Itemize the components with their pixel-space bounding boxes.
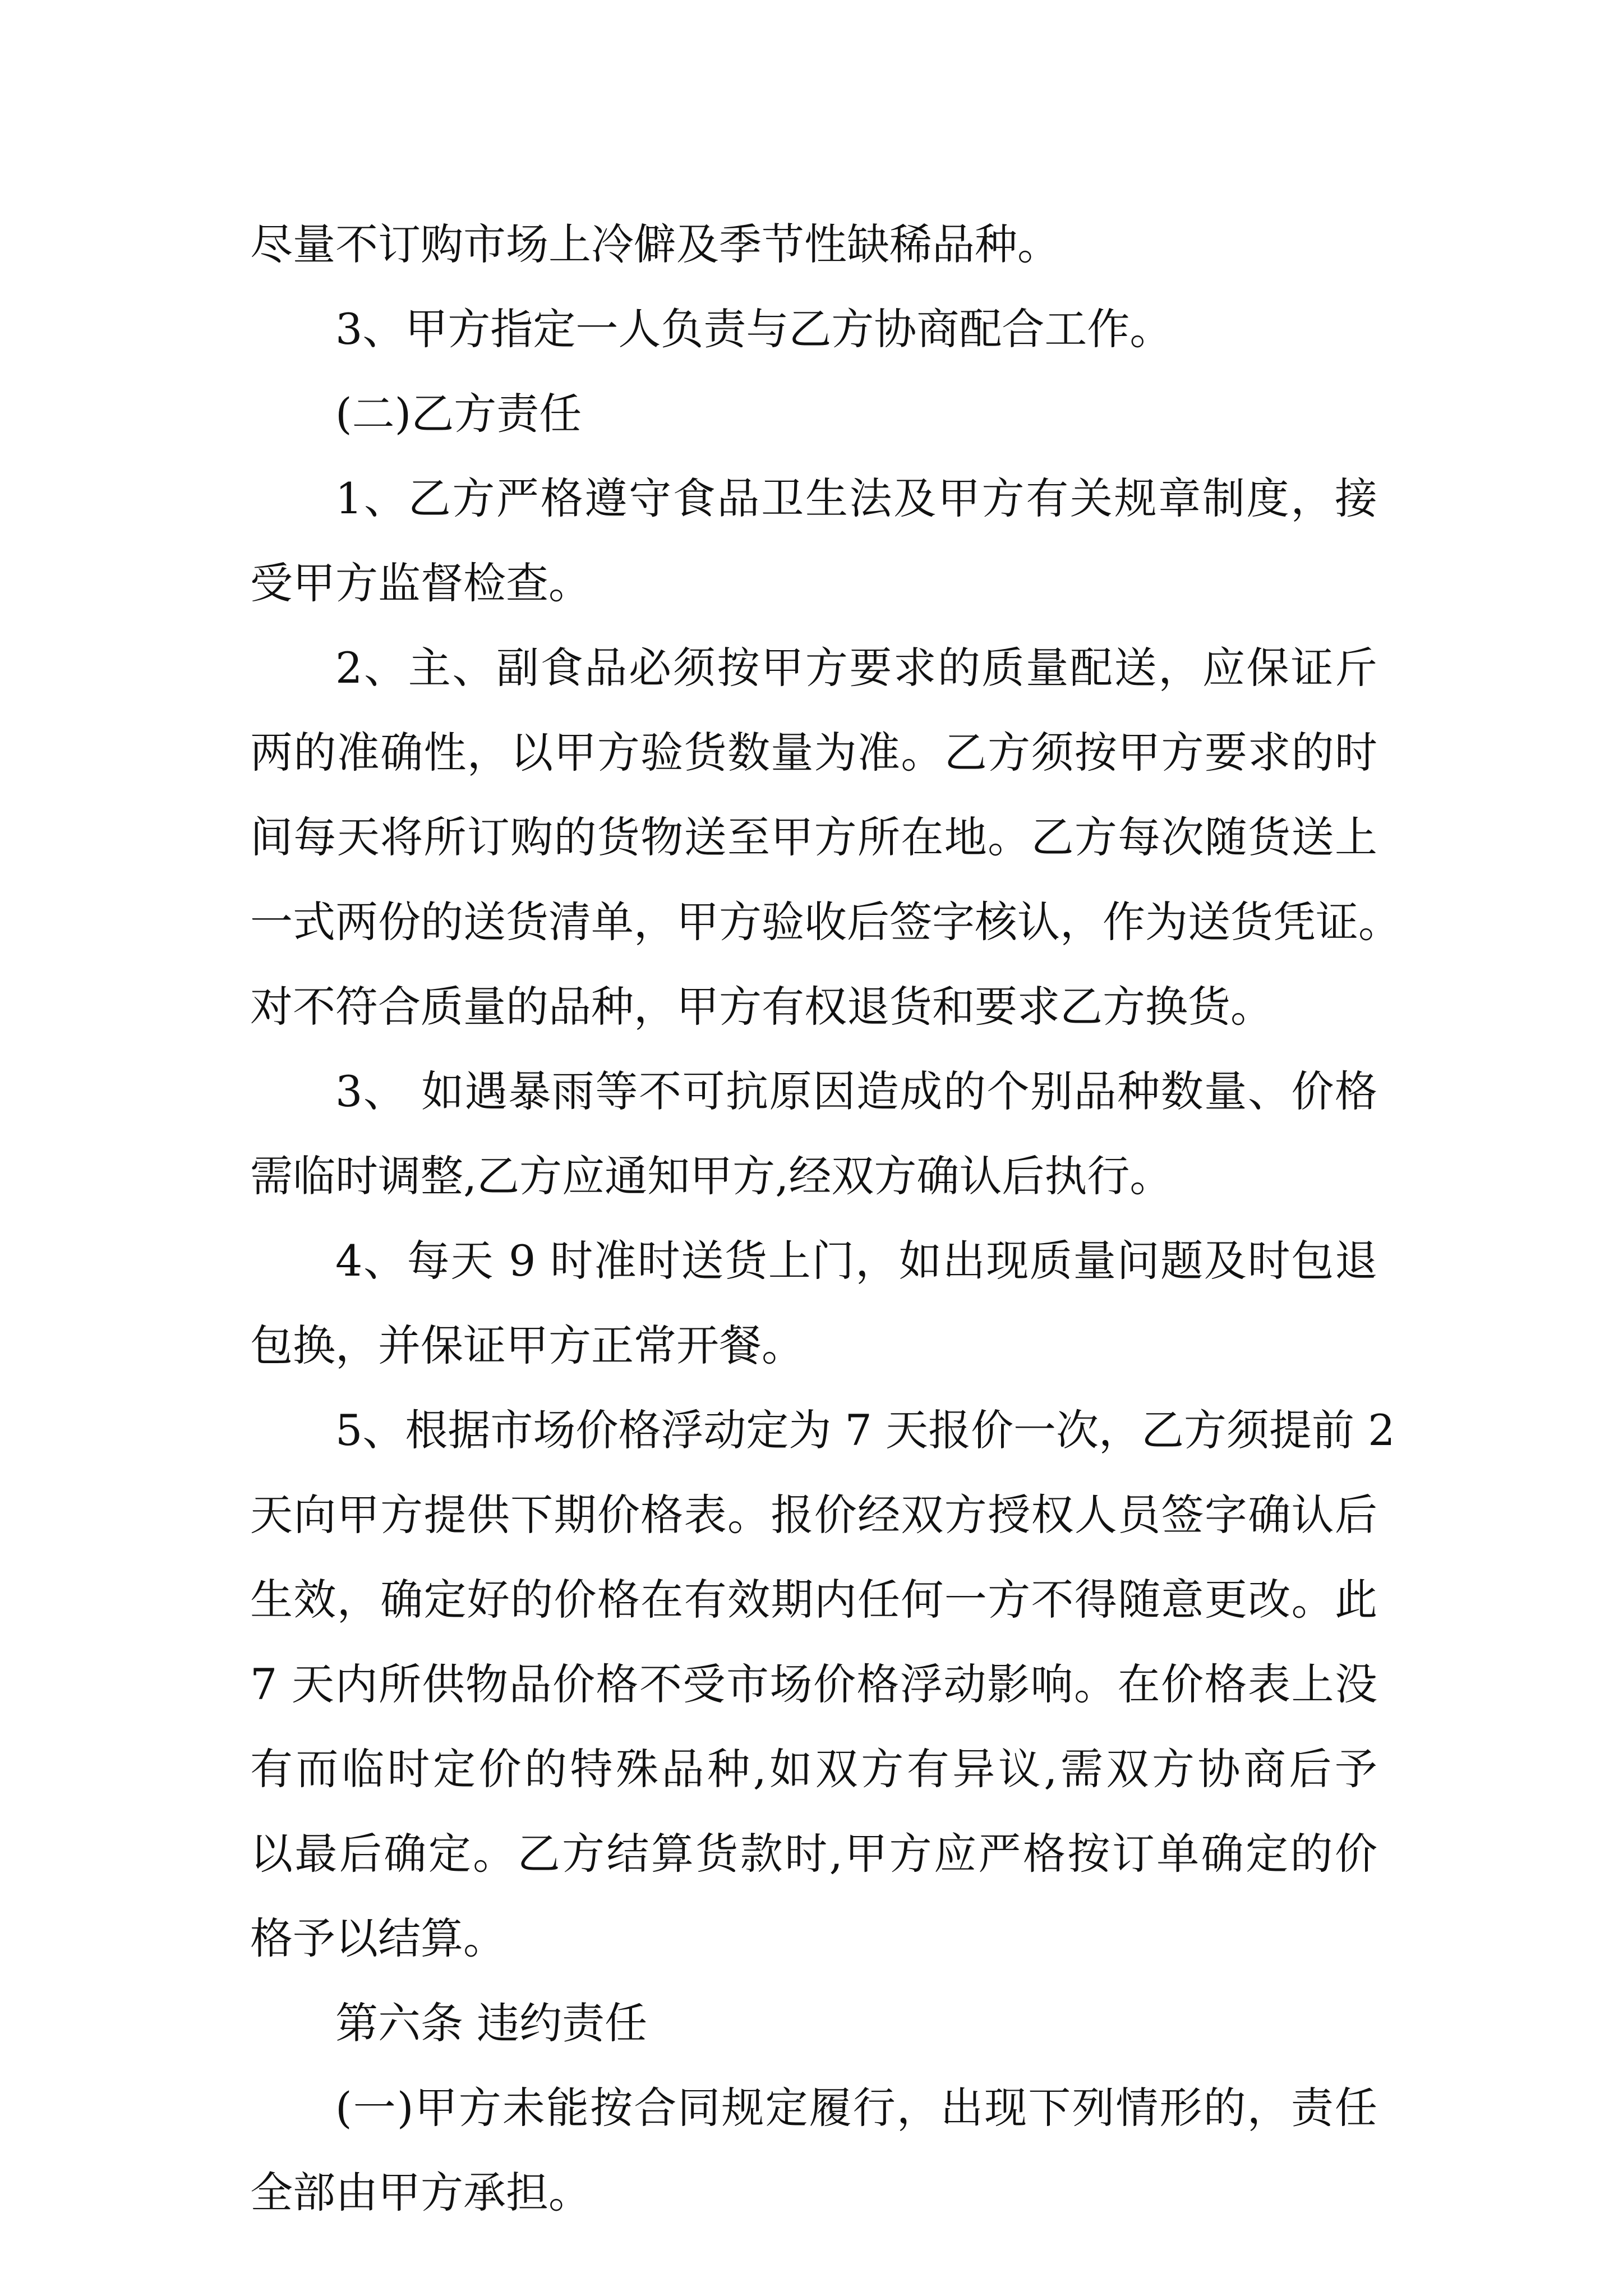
text-line: 1、乙方严格遵守食品卫生法及甲方有关规章制度，接	[335, 473, 1377, 523]
text-line: 对不符合质量的品种，甲方有权退货和要求乙方换货。	[250, 982, 1273, 1032]
text-line: 5、根据市场价格浮动定为 7 天报价一次，乙方须提前 2	[335, 1405, 1395, 1455]
text-line: 天向甲方提供下期价格表。报价经双方授权人员签字确认后	[250, 1490, 1377, 1540]
text-line: 3、 如遇暴雨等不可抗原因造成的个别品种数量、价格	[335, 1066, 1377, 1116]
text-line: 全部由甲方承担。	[250, 2168, 591, 2217]
contract-text	[250, 202, 1401, 2235]
text-line: 生效，确定好的价格在有效期内任何一方不得随意更改。此	[250, 1575, 1377, 1625]
text-line: 以最后确定。乙方结算货款时,甲方应严格按订单确定的价	[250, 1829, 1377, 1879]
text-line: 3、甲方指定一人负责与乙方协商配合工作。	[335, 304, 1173, 354]
text-line: 尽量不订购市场上冷僻及季节性缺稀品种。	[250, 219, 1060, 269]
text-line: 需临时调整,乙方应通知甲方,经双方确认后执行。	[250, 1151, 1173, 1201]
text-line: 格予以结算。	[250, 1913, 506, 1963]
text-line: 一式两份的送货清单，甲方验收后签字核认，作为送货凭证。	[250, 897, 1401, 947]
text-line: 受甲方监督检查。	[250, 558, 591, 608]
article-heading: 第六条 违约责任	[335, 1998, 648, 2048]
text-line: (一)甲方未能按合同规定履行，出现下列情形的，责任	[335, 2083, 1377, 2133]
text-line: 2、主、副食品必须按甲方要求的质量配送，应保证斤	[335, 643, 1377, 693]
text-line: 有而临时定价的特殊品种,如双方有异议,需双方协商后予	[250, 1744, 1377, 1794]
text-line: 两的准确性，以甲方验货数量为准。乙方须按甲方要求的时	[250, 728, 1377, 777]
text-line: 7 天内所供物品价格不受市场价格浮动影响。在价格表上没	[250, 1659, 1377, 1709]
text-line: 间每天将所订购的货物送至甲方所在地。乙方每次随货送上	[250, 812, 1377, 862]
section-heading: (二)乙方责任	[335, 389, 582, 439]
text-line: 包换，并保证甲方正常开餐。	[250, 1320, 804, 1370]
text-line: 4、每天 9 时准时送货上门，如出现质量问题及时包退	[335, 1236, 1377, 1286]
